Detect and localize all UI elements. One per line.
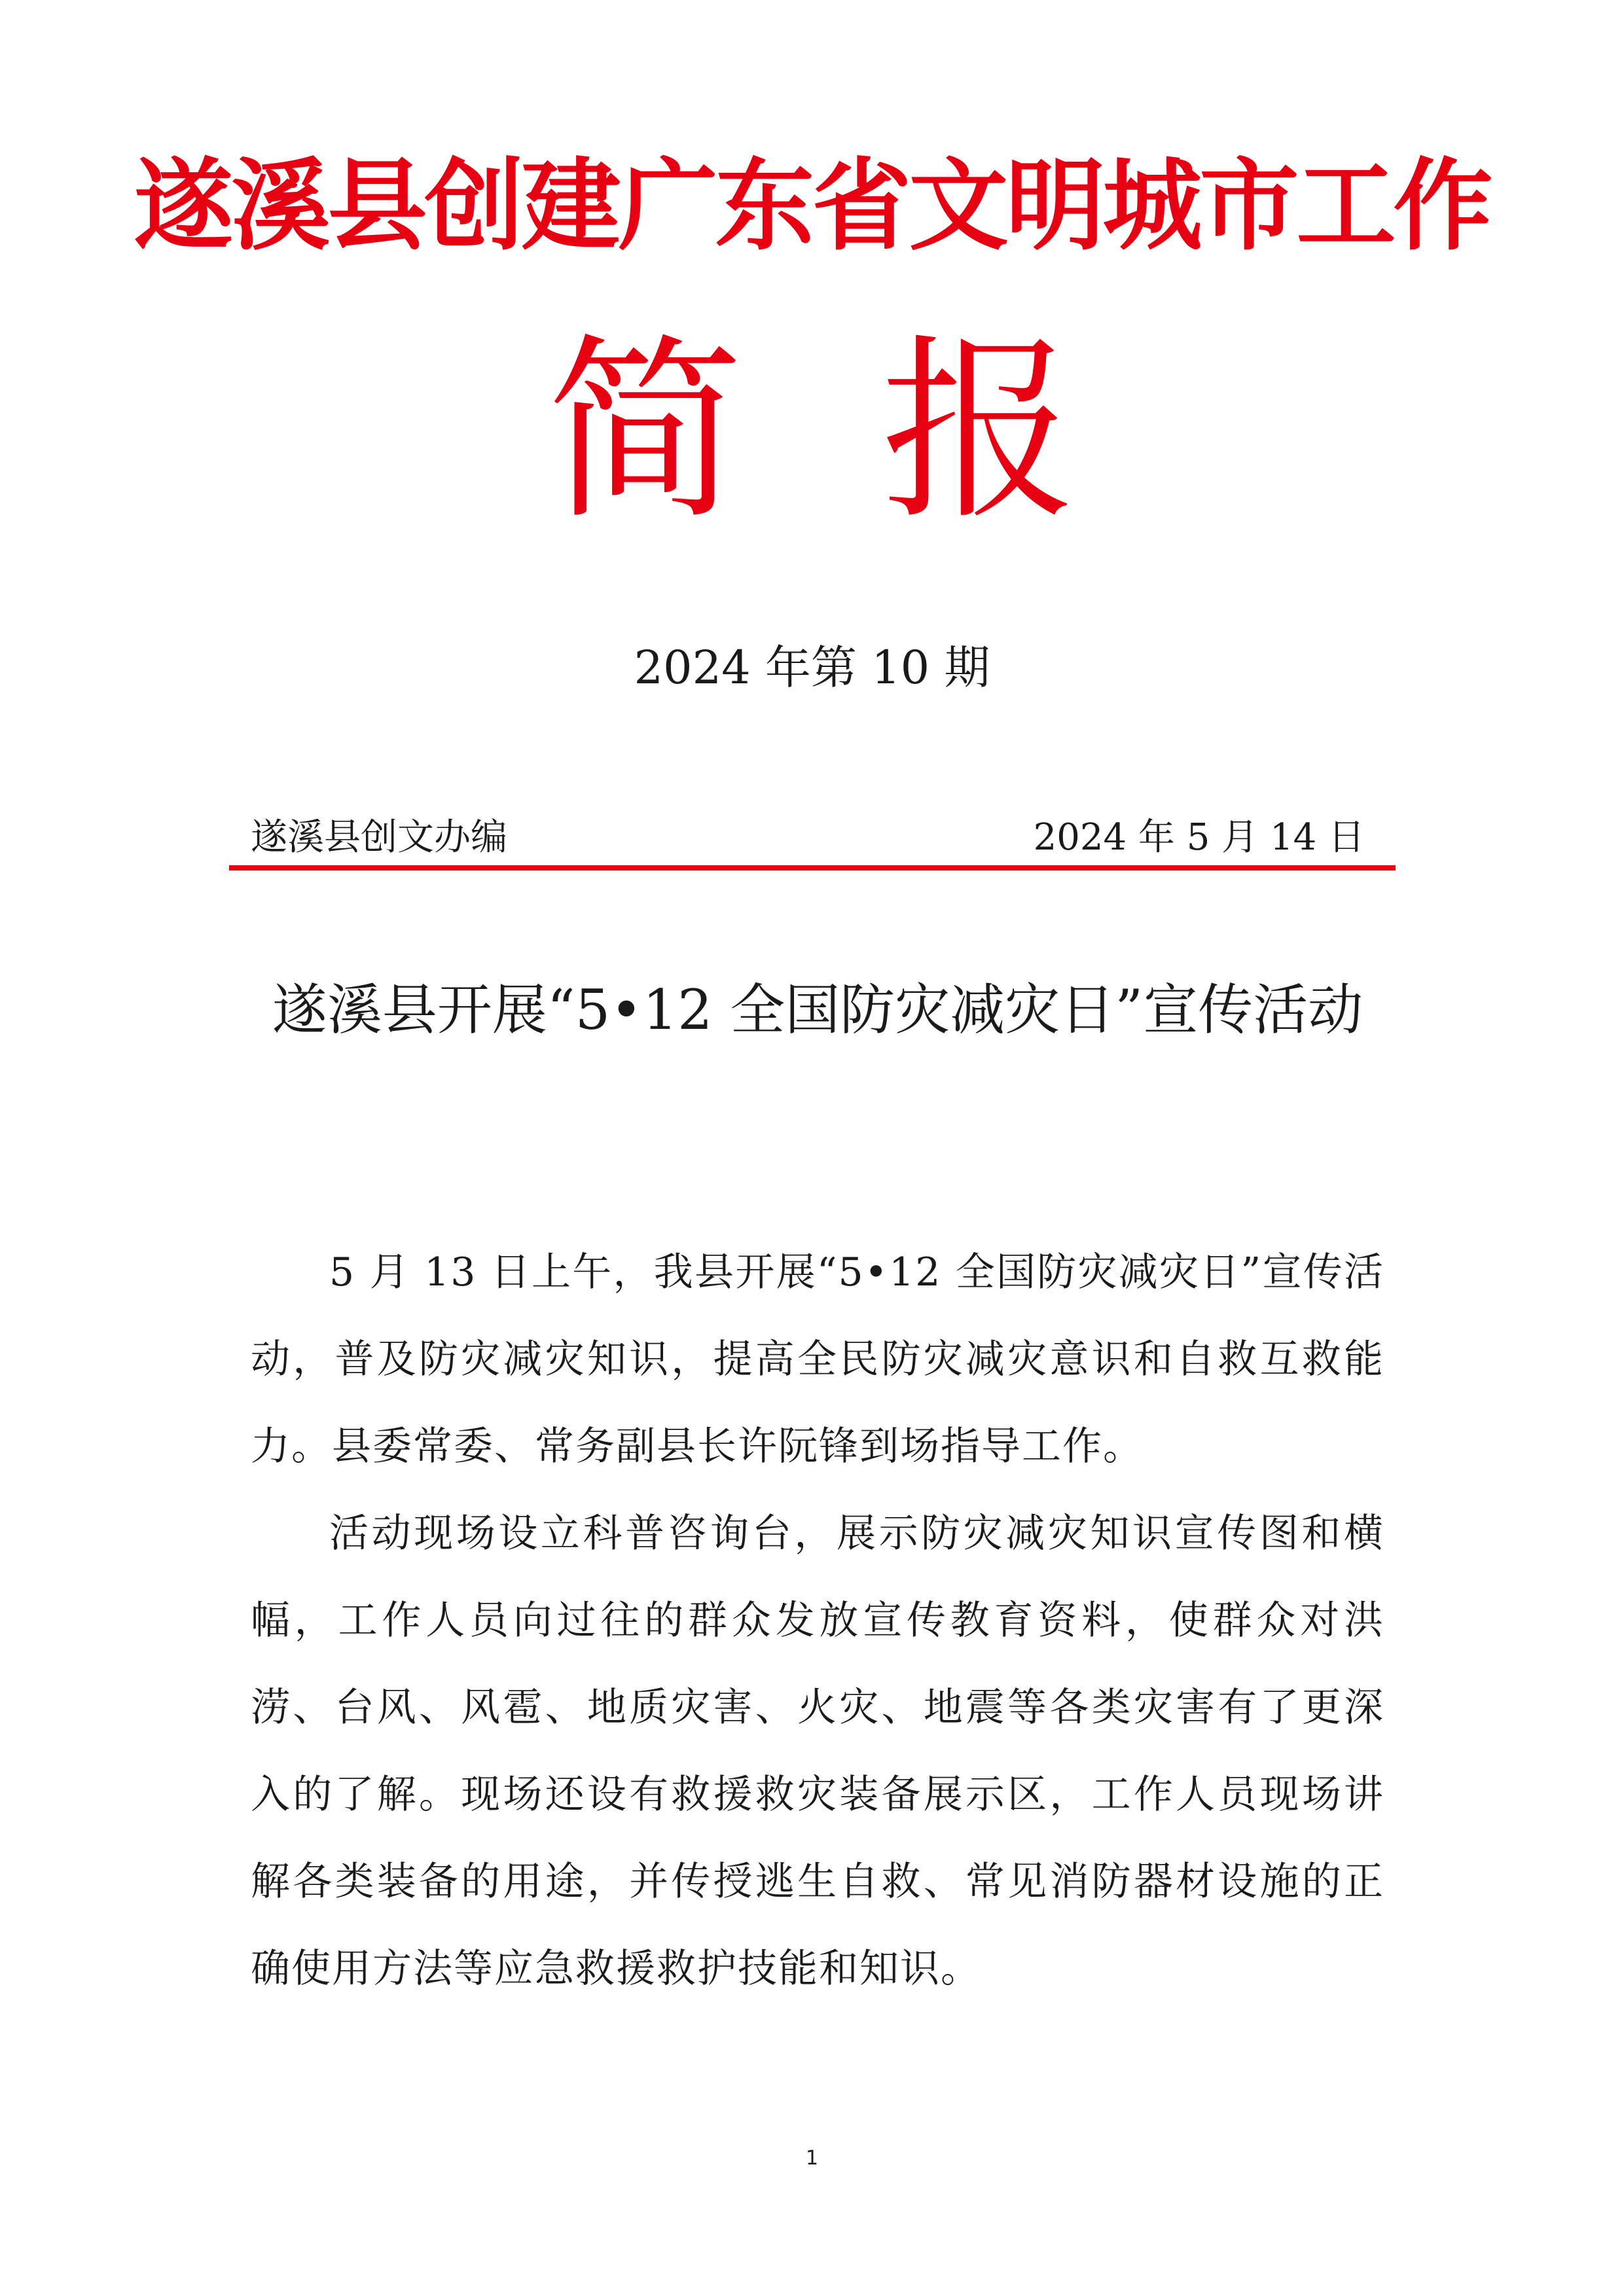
page-number: 1 [805,2147,819,2170]
editor-label: 遂溪县创文办编 [251,816,507,859]
editor-date-row [251,812,1384,864]
article-title: 遂溪县开展“5•12 全国防灾减灾日”宣传活动 [272,978,1363,1042]
publish-date: 2024 年 5 月 14 日 [1033,816,1365,859]
issue-number: 2024 年第 10 期 [634,641,990,694]
masthead-organization-title: 遂溪县创建广东省文明城市工作 [134,148,1490,264]
article-paragraph: 5 月 13 日上午，我县开展“5•12 全国防灾减灾日”宣传活动，普及防灾减灾知识，提高全民防灾减灾意识和自救互救能力。县委常委、常务副县长许阮锋到场指导工作。 [251,1249,1384,1469]
article-body [251,1229,1384,2013]
article-paragraph: 活动现场设立科普咨询台，展示防灾减灾知识宣传图和横幅，工作人员向过往的群众发放宣传教育资料，使群众对洪涝、台风、风雹、地质灾害、火灾、地震等各类灾害有了更深入的了解。现场还设有救援救灾装备展示区，工作人员现场讲解各类装备的用途，并传授逃生自救、常见消防器材设施的正确使用方法等应急救援救护技能和知识。 [251,1511,1384,1992]
masthead-bulletin-title: 简报 [547,317,1215,546]
red-divider-rule [229,865,1396,870]
